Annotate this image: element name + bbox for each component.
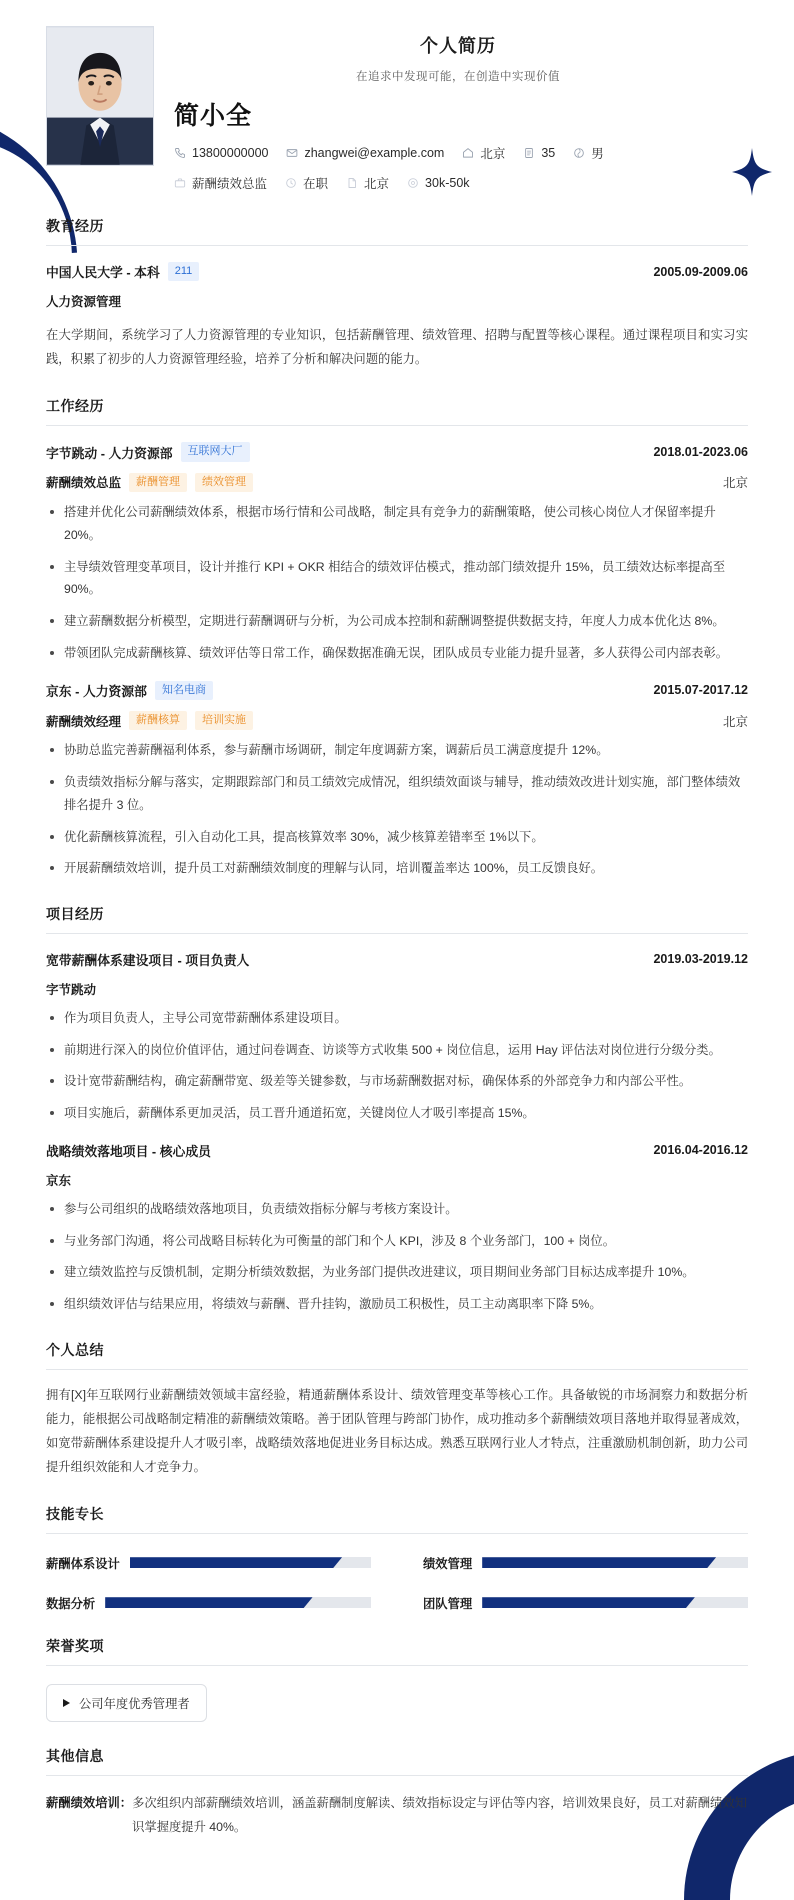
page-title: 个人简历 [420,36,496,56]
work-location: 北京 [722,476,748,491]
skill-label: 绩效管理 [423,1556,473,1571]
work-date: 2018.01-2023.06 [653,445,748,460]
work-location: 北京 [722,714,748,729]
education-date: 2005.09-2009.06 [653,264,748,279]
list-item: 协助总监完善薪酬福利体系，参与薪酬市场调研，制定年度调薪方案，调薪后员工满意度提升 12%。 [46,739,748,762]
section-projects [46,904,748,1316]
education-major: 人力资源管理 [46,295,122,310]
job-status-value: 在职 [303,177,329,191]
list-item: 参与公司组织的战略绩效落地项目，负责绩效指标分解与考核方案设计。 [46,1198,748,1221]
education-tag: 211 [168,262,200,281]
salary-item [407,176,469,190]
contact-email [286,146,444,160]
section-summary [46,1340,748,1480]
mail-icon [286,147,298,159]
project-name: 宽带薪酬体系建设项目 - 项目负责人 [46,952,250,968]
contact-phone [174,146,268,160]
work-city-item [346,174,389,192]
slogan: 在追求中发现可能，在创造中实现价值 [356,71,560,83]
skill-progress-track [482,1597,748,1608]
section-title-awards: 荣誉奖项 [46,1637,104,1654]
divider [46,245,748,246]
contact-gender-value: 男 [591,147,604,161]
work-city-value: 北京 [364,177,390,191]
divider [46,1369,748,1370]
work-company: 京东 - 人力资源部 [46,683,147,699]
contact-age-value: 35 [541,146,556,160]
section-education [46,216,748,372]
work-date: 2015.07-2017.12 [653,683,748,698]
list-item: 负责绩效指标分解与落实，定期跟踪部门和员工绩效完成情况，组织绩效面谈与辅导，推动绩效改进计划实施，部门整体绩效排名提升 3 位。 [46,771,748,816]
education-school: 中国人民大学 - 本科 [46,265,160,281]
contact-gender [573,144,604,162]
phone-icon [174,147,186,159]
divider [46,1665,748,1666]
work-role: 薪酬绩效总监 [46,476,122,491]
work-entry [46,681,748,880]
work-role-tag: 薪酬管理 [129,473,187,492]
section-title-work: 工作经历 [46,398,104,415]
skill-item [46,1554,371,1572]
skill-progress-fill [482,1557,716,1568]
list-item: 主导绩效管理变革项目，设计并推行 KPI + OKR 相结合的绩效评估模式，推动部门绩效提升 15%，员工绩效达标率提高至 90%。 [46,556,748,601]
project-entry [46,1141,748,1316]
work-role: 薪酬绩效经理 [46,714,122,729]
list-item: 开展薪酬绩效培训，提升员工对薪酬绩效制度的理解与认同，培训覆盖率达 100%，员工反馈良好。 [46,857,748,880]
play-triangle-icon [63,1699,70,1707]
divider [46,1533,748,1534]
award-list [46,1684,748,1722]
divider [46,425,748,426]
work-role-tag: 薪酬核算 [129,711,187,730]
other-label: 薪酬绩效培训： [46,1795,133,1810]
education-entry [46,262,748,372]
work-bullets [46,501,748,664]
list-item: 优化薪酬核算流程，引入自动化工具，提高核算效率 30%，减少核算差错率至 1%以下。 [46,826,748,849]
other-item [46,1792,748,1840]
skill-progress-fill [105,1597,312,1608]
list-item: 设计宽带薪酬结构，确定薪酬带宽、级差等关键参数，与市场薪酬数据对标，确保体系的外部竞争力和内部公平性。 [46,1070,748,1093]
work-role-tag: 绩效管理 [195,473,253,492]
divider [46,1775,748,1776]
gender-icon [573,147,585,159]
skill-label: 数据分析 [46,1596,96,1611]
work-bullets [46,739,748,880]
work-company-tag: 互联网大厂 [181,442,250,461]
job-title-item [174,174,267,192]
contact-row-primary [174,144,748,162]
skill-label: 团队管理 [423,1596,473,1611]
contact-age [523,146,555,160]
person-name: 简小全 [174,102,253,130]
work-role-tag: 培训实施 [195,711,253,730]
project-company: 字节跳动 [46,982,97,997]
section-title-summary: 个人总结 [46,1341,104,1358]
list-item: 前期进行深入的岗位价值评估，通过问卷调查、访谈等方式收集 500 + 岗位信息，运用 Hay 评估法对岗位进行分级分类。 [46,1039,748,1062]
section-awards [46,1636,748,1722]
summary-text: 拥有[X]年互联网行业薪酬绩效领域丰富经验，精通薪酬体系设计、绩效管理变革等核心工作。具备敏锐的市场洞察力和数据分析能力，能根据公司战略制定精准的薪酬绩效策略。善于团队管理与跨部门协作，成功推动多个薪酬绩效项目落地并取得显著成效，如宽带薪酬体系建设提升人才吸引率，战略绩效落地促进业务目标达成。熟悉互联网行业人才特点，注重激励机制创新，助力公司提升组织效能和人才竞争力。 [46,1387,748,1474]
skill-progress-track [105,1597,371,1608]
job-status-item [285,174,328,192]
list-item: 建立绩效监控与反馈机制，定期分析绩效数据，为业务部门提供改进建议，项目期间业务部门目标达成率提升 10%。 [46,1261,748,1284]
skill-progress-fill [482,1597,695,1608]
list-item: 搭建并优化公司薪酬绩效体系，根据市场行情和公司战略，制定具有竞争力的薪酬策略，使公司核心岗位人才保留率提升 20%。 [46,501,748,546]
section-title-education: 教育经历 [46,218,104,234]
age-icon [523,147,535,159]
skill-progress-track [130,1557,371,1568]
home-icon [462,147,474,159]
section-work [46,396,748,880]
section-skills [46,1504,748,1612]
work-company: 字节跳动 - 人力资源部 [46,445,173,461]
list-item: 项目实施后，薪酬体系更加灵活，员工晋升通道拓宽，关键岗位人才吸引率提高 15%。 [46,1102,748,1125]
work-company-tag: 知名电商 [155,681,213,700]
briefcase-icon [174,177,186,189]
project-bullets [46,1198,748,1316]
section-title-projects: 项目经历 [46,905,104,922]
project-name: 战略绩效落地项目 - 核心成员 [46,1143,211,1159]
skill-progress-fill [130,1557,342,1568]
work-entry [46,442,748,664]
award-label: 公司年度优秀管理者 [79,1696,190,1711]
project-date: 2019.03-2019.12 [653,952,748,967]
list-item: 建立薪酬数据分析模型，定期进行薪酬调研与分析，为公司成本控制和薪酬调整提供数据支持，年度人力成本优化达 8%。 [46,610,748,633]
project-bullets [46,1007,748,1125]
section-title-skills: 技能专长 [46,1505,104,1522]
contact-city [462,144,505,162]
skill-progress-track [482,1557,748,1568]
salary-value: 30k-50k [425,176,470,190]
section-other [46,1746,748,1840]
status-icon [285,177,297,189]
section-title-other: 其他信息 [46,1747,104,1764]
skill-item [423,1554,748,1572]
resume-header [46,0,748,192]
list-item: 带领团队完成薪酬核算、绩效评估等日常工作，确保数据准确无误，团队成员专业能力提升显著，多人获得公司内部表彰。 [46,642,748,665]
education-description: 在大学期间，系统学习了人力资源管理的专业知识，包括薪酬管理、绩效管理、招聘与配置等核心课程。通过课程项目和实习实践，积累了初步的人力资源管理经验，培养了分析和解决问题的能力。 [46,328,748,367]
contact-city-value: 北京 [480,147,506,161]
project-company: 京东 [46,1173,72,1188]
other-value: 多次组织内部薪酬绩效培训，涵盖薪酬制度解读、绩效指标设定与评估等内容，培训效果良好，员工对薪酬绩效知识掌握度提升 40%。 [132,1795,747,1834]
list-item: 组织绩效评估与结果应用，将绩效与薪酬、晋升挂钩，激励员工积极性，员工主动离职率下降 5%。 [46,1293,748,1316]
skills-grid [46,1554,748,1612]
document-icon [346,177,358,189]
contact-email-value: zhangwei@example.com [304,146,445,160]
list-item: 作为项目负责人，主导公司宽带薪酬体系建设项目。 [46,1007,748,1030]
avatar [46,26,154,166]
salary-icon [407,177,419,189]
divider [46,933,748,934]
job-title-value: 薪酬绩效总监 [192,177,268,191]
skill-label: 薪酬体系设计 [46,1556,120,1571]
list-item: 与业务部门沟通，将公司战略目标转化为可衡量的部门和个人 KPI，涉及 8 个业务部门，100 + 岗位。 [46,1230,748,1253]
skill-item [46,1594,371,1612]
contact-phone-value: 13800000000 [192,146,269,160]
skill-item [423,1594,748,1612]
project-entry [46,950,748,1125]
contact-row-secondary [174,174,748,192]
award-chip[interactable] [46,1684,207,1722]
project-date: 2016.04-2016.12 [653,1143,748,1158]
